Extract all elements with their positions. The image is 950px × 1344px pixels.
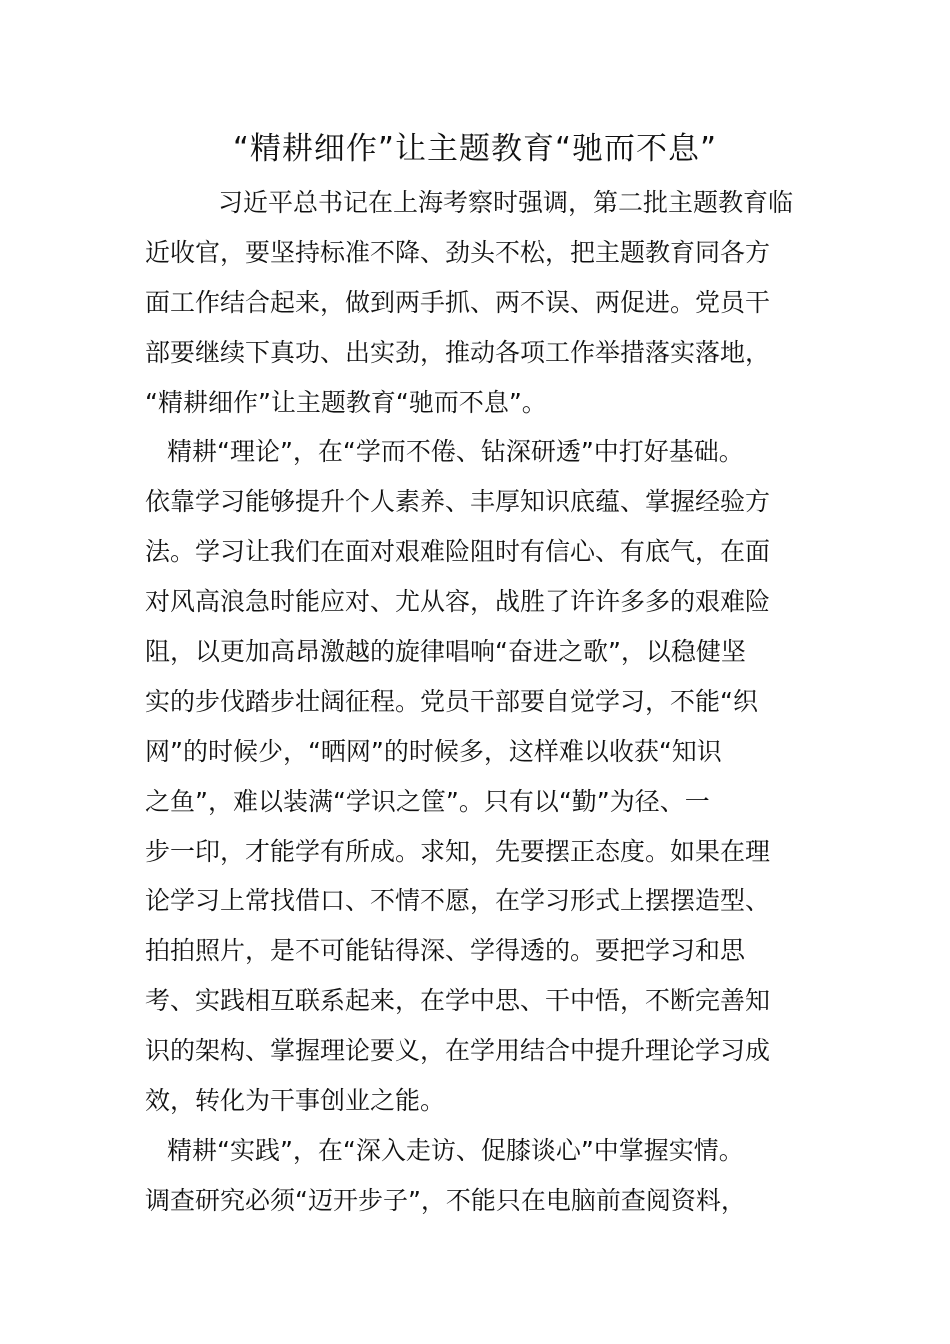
paragraph-line: “精耕细作”让主题教育“驰而不息”。 bbox=[145, 387, 547, 417]
paragraph-line: 精耕“理论”，在“学而不倦、钻深研透”中打好基础。 bbox=[167, 437, 744, 467]
paragraph-line: 步一印，才能学有所成。求知，先要摆正态度。如果在理 bbox=[145, 836, 771, 866]
paragraph-line: 实的步伐踏步壮阔征程。党员干部要自觉学习，不能“织 bbox=[145, 686, 758, 716]
paragraph-line: 依靠学习能够提升个人素养、丰厚知识底蕴、掌握经验方 bbox=[145, 487, 771, 517]
paragraph-line: 调查研究必须“迈开步子”，不能只在电脑前查阅资料， bbox=[145, 1185, 746, 1215]
paragraph-line: 拍拍照片，是不可能钻得深、学得透的。要把学习和思 bbox=[145, 936, 746, 966]
paragraph-line: 面工作结合起来，做到两手抓、两不误、两促进。党员干 bbox=[145, 287, 771, 317]
document-body bbox=[145, 178, 810, 1226]
paragraph-line: 论学习上常找借口、不情不愿，在学习形式上摆摆造型、 bbox=[145, 886, 771, 916]
paragraph-line: 效，转化为干事创业之能。 bbox=[145, 1086, 446, 1116]
paragraph-line: 之鱼”，难以装满“学识之筐”。只有以“勤”为径、一 bbox=[145, 786, 710, 816]
paragraph-line: 习近平总书记在上海考察时强调，第二批主题教育临 bbox=[218, 188, 794, 217]
paragraph-line: 识的架构、掌握理论要义，在学用结合中提升理论学习成 bbox=[145, 1036, 771, 1066]
paragraph-line: 考、实践相互联系起来，在学中思、干中悟，不断完善知 bbox=[145, 986, 771, 1016]
paragraph-line: 部要继续下真功、出实劲，推动各项工作举措落实落地， bbox=[145, 337, 771, 367]
paragraph-line: 法。学习让我们在面对艰难险阻时有信心、有底气，在面 bbox=[145, 537, 771, 567]
paragraph-line: 网”的时候少，“晒网”的时候多，这样难以收获“知识 bbox=[145, 736, 722, 766]
paragraph-line: 近收官，要坚持标准不降、劲头不松，把主题教育同各方 bbox=[145, 237, 771, 267]
paragraph-line: 阻，以更加高昂激越的旋律唱响“奋进之歌”，以稳健坚 bbox=[145, 637, 746, 667]
document-title: “精耕细作”让主题教育“驰而不息” bbox=[232, 131, 718, 167]
paragraph-line: 对风高浪急时能应对、尤从容，战胜了许许多多的艰难险 bbox=[145, 587, 771, 617]
paragraph-line: 精耕“实践”，在“深入走访、促膝谈心”中掌握实情。 bbox=[167, 1135, 744, 1165]
